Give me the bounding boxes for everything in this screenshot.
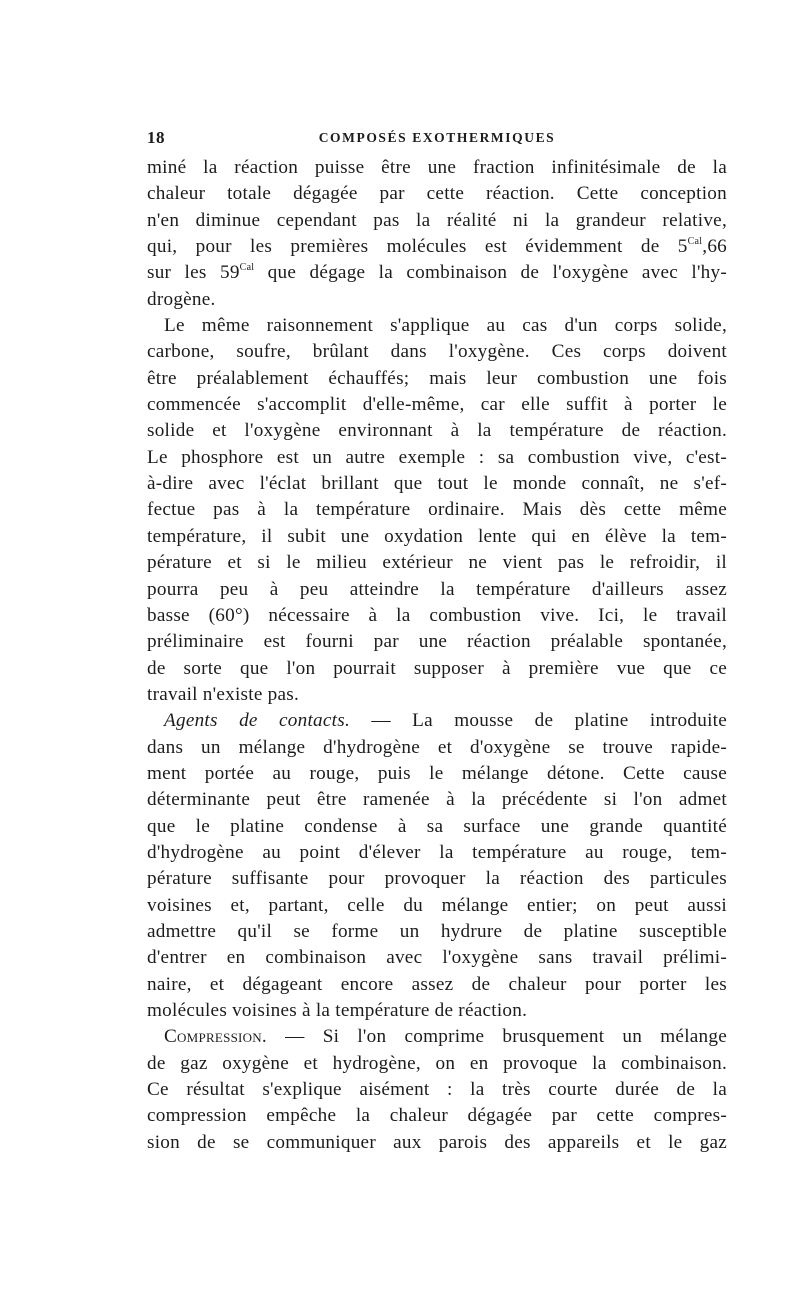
text-line: n'en diminue cependant pas la réalité ni la grandeur relative, — [147, 209, 727, 231]
text-line: voisines et, partant, celle du mélange entier; on peut aussi — [147, 894, 727, 916]
page-number: 18 — [147, 128, 165, 147]
text-line: Le phosphore est un autre exemple : sa combustion vive, c'est- — [147, 446, 727, 468]
text-line: dans un mélange d'hydrogène et d'oxygène se trouve rapide- — [147, 736, 727, 758]
text-line: pourra peu à peu atteindre la température d'ailleurs assez — [147, 578, 727, 600]
text-line: naire, et dégageant encore assez de chaleur pour porter les — [147, 973, 727, 995]
text-line: molécules voisines à la température de réaction. — [147, 1000, 528, 1021]
text-line: déterminante peut être ramenée à la précédente si l'on admet — [147, 789, 727, 811]
section-first-line — [147, 708, 727, 734]
text-line: de sorte que l'on pourrait supposer à première vue que ce — [147, 657, 727, 679]
section-lead-agents-de-contacts: Agents de contacts. — [164, 710, 351, 732]
text-fragment: ,66 — [702, 236, 727, 258]
text-line-with-superscript — [147, 234, 727, 260]
unit-superscript: Cal — [687, 236, 703, 248]
paragraph-first-line: Le même raisonnement s'applique au cas d'un corps solide, — [164, 315, 727, 337]
text-fragment: que dégage la combinaison de l'oxygène avec l'hy- — [254, 262, 728, 284]
text-line: travail n'existe pas. — [147, 683, 300, 705]
text-line: préliminaire est fourni par une réaction préalable spontanée, — [147, 631, 727, 653]
text-fragment: qui, pour les premières molécules est évidemment de 5 — [147, 236, 688, 258]
text-line: miné la réaction puisse être une fraction infinitésimale de la — [147, 157, 727, 178]
text-line-with-superscript — [147, 260, 727, 286]
text-line: commencée s'accomplit d'elle-même, car elle suffit à porter le — [147, 394, 727, 416]
text-line: température, il subit une oxydation lente qui en élève la tem- — [147, 525, 727, 547]
text-line: que le platine condense à sa surface une grande quantité — [147, 815, 727, 837]
text-line: compression empêche la chaleur dégagée par cette compres- — [147, 1105, 727, 1127]
text-line: Ce résultat s'explique aisément : la très courte durée de la — [147, 1079, 727, 1101]
text-line: d'hydrogène au point d'élever la température au rouge, tem- — [147, 841, 727, 863]
running-title: COMPOSÉS EXOTHERMIQUES — [318, 130, 556, 145]
page-header — [147, 128, 727, 154]
text-line: chaleur totale dégagée par cette réaction. Cette conception — [147, 183, 727, 205]
text-line: pérature et si le milieu extérieur ne vient pas le refroidir, il — [147, 552, 727, 574]
text-line: sion de se communiquer aux parois des appareils et le gaz — [147, 1131, 727, 1153]
text-fragment: — Si l'on comprime brusquement un mélange — [266, 1026, 727, 1048]
text-line: de gaz oxygène et hydrogène, on en provoque la combinaison. — [147, 1052, 727, 1074]
text-line: solide et l'oxygène environnant à la température de réaction. — [147, 420, 727, 442]
body-text — [147, 155, 727, 1156]
unit-superscript: Cal — [239, 262, 255, 274]
text-line: à-dire avec l'éclat brillant que tout le monde connaît, ne s'ef- — [147, 473, 727, 495]
text-line: admettre qu'il se forme un hydrure de platine susceptible — [147, 920, 727, 942]
text-line: carbone, soufre, brûlant dans l'oxygène. Ces corps doivent — [147, 341, 727, 363]
text-fragment: — La mousse de platine introduite — [350, 710, 727, 732]
text-line: drogène. — [147, 288, 216, 310]
text-line: d'entrer en combinaison avec l'oxygène sans travail prélimi- — [147, 947, 727, 969]
text-line: ment portée au rouge, puis le mélange détone. Cette cause — [147, 762, 727, 784]
text-line: être préalablement échauffés; mais leur combustion une fois — [147, 367, 727, 389]
section-first-line — [147, 1024, 727, 1050]
text-line: fectue pas à la température ordinaire. Mais dès cette même — [147, 499, 727, 521]
section-lead-compression: Compression. — [164, 1026, 267, 1048]
text-line: basse (60°) nécessaire à la combustion vive. Ici, le travail — [147, 604, 727, 626]
text-fragment: sur les 59 — [147, 262, 240, 284]
text-line: pérature suffisante pour provoquer la réaction des particules — [147, 868, 727, 890]
